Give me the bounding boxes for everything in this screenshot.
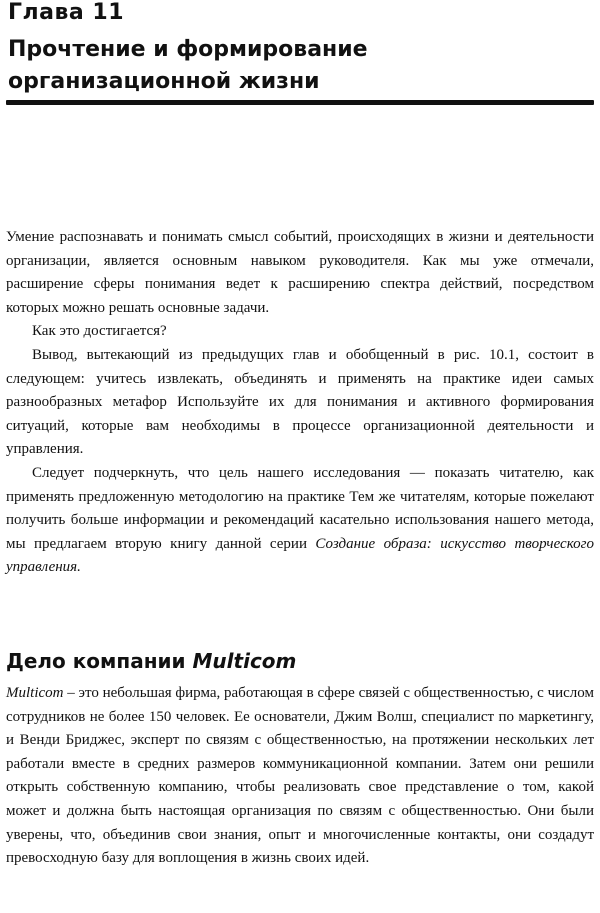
section-heading-prefix: Дело компании bbox=[6, 649, 186, 673]
intro-paragraph: Умение распознавать и понимать смысл событий, происходящих в жизни и деятельности организации, является основным навыком руководителя. Как мы уже отмечали, расширение сферы понимания ведет к расширению спектра действий, посредством которых можно решать основные задачи. bbox=[6, 229, 594, 316]
intro-text bbox=[6, 226, 594, 580]
case-text bbox=[6, 682, 594, 871]
intro-question: Как это достигается? bbox=[32, 323, 167, 340]
case-paragraph-text: – это небольшая фирма, работающая в сфере связей с общественностью, с числом сотрудников не более 150 человек. Ее основатели, Джим Волш, специалист по маркетингу, и Венди Бриджес, эксперт по связям с общественностью, на протяжении нескольких лет работали вместе в средних размеров коммуникационной компании. Затем они решили открыть собственную компанию, чтобы реализовать свое представление о том, какой может и должна быть настоящая организация по связям с общественностью. Они были уверены, что, объединив свои знания, опыт и многочисленные контакты, они создадут превосходную базу для воплощения в жизнь своих идей. bbox=[6, 685, 594, 867]
book-title: Создание образа: искусство творческого управления. bbox=[6, 535, 594, 576]
intro-paragraph bbox=[6, 462, 594, 580]
chapter-label: Глава 11 bbox=[8, 0, 125, 25]
intro-paragraph: Вывод, вытекающий из предыдущих глав и обобщенный в рис. 10.1, состоит в следующем: учитесь извлекать, объединять и применять на практике идеи самых разнообразных метафор Используйте их для понимания и активного формирования ситуаций, которые вам необходимы в процессе организационной деятельности и управления. bbox=[6, 346, 594, 458]
title-rule bbox=[6, 100, 594, 105]
company-name: Multicom bbox=[6, 685, 64, 701]
section-heading bbox=[6, 648, 296, 674]
intro-paragraph-text: Следует подчеркнуть, что цель нашего исследования — показать читателю, как применять предложенную методологию на практике Тем же читателям, которые пожелают получить больше информации и рекомендаций касательно использования нашего метода, мы предлагаем вторую книгу данной серии bbox=[6, 464, 594, 552]
section-heading-company: Multicom bbox=[192, 649, 297, 673]
case-paragraph bbox=[6, 682, 594, 871]
chapter-title: Прочтение и формирование организационной жизни bbox=[8, 37, 368, 94]
